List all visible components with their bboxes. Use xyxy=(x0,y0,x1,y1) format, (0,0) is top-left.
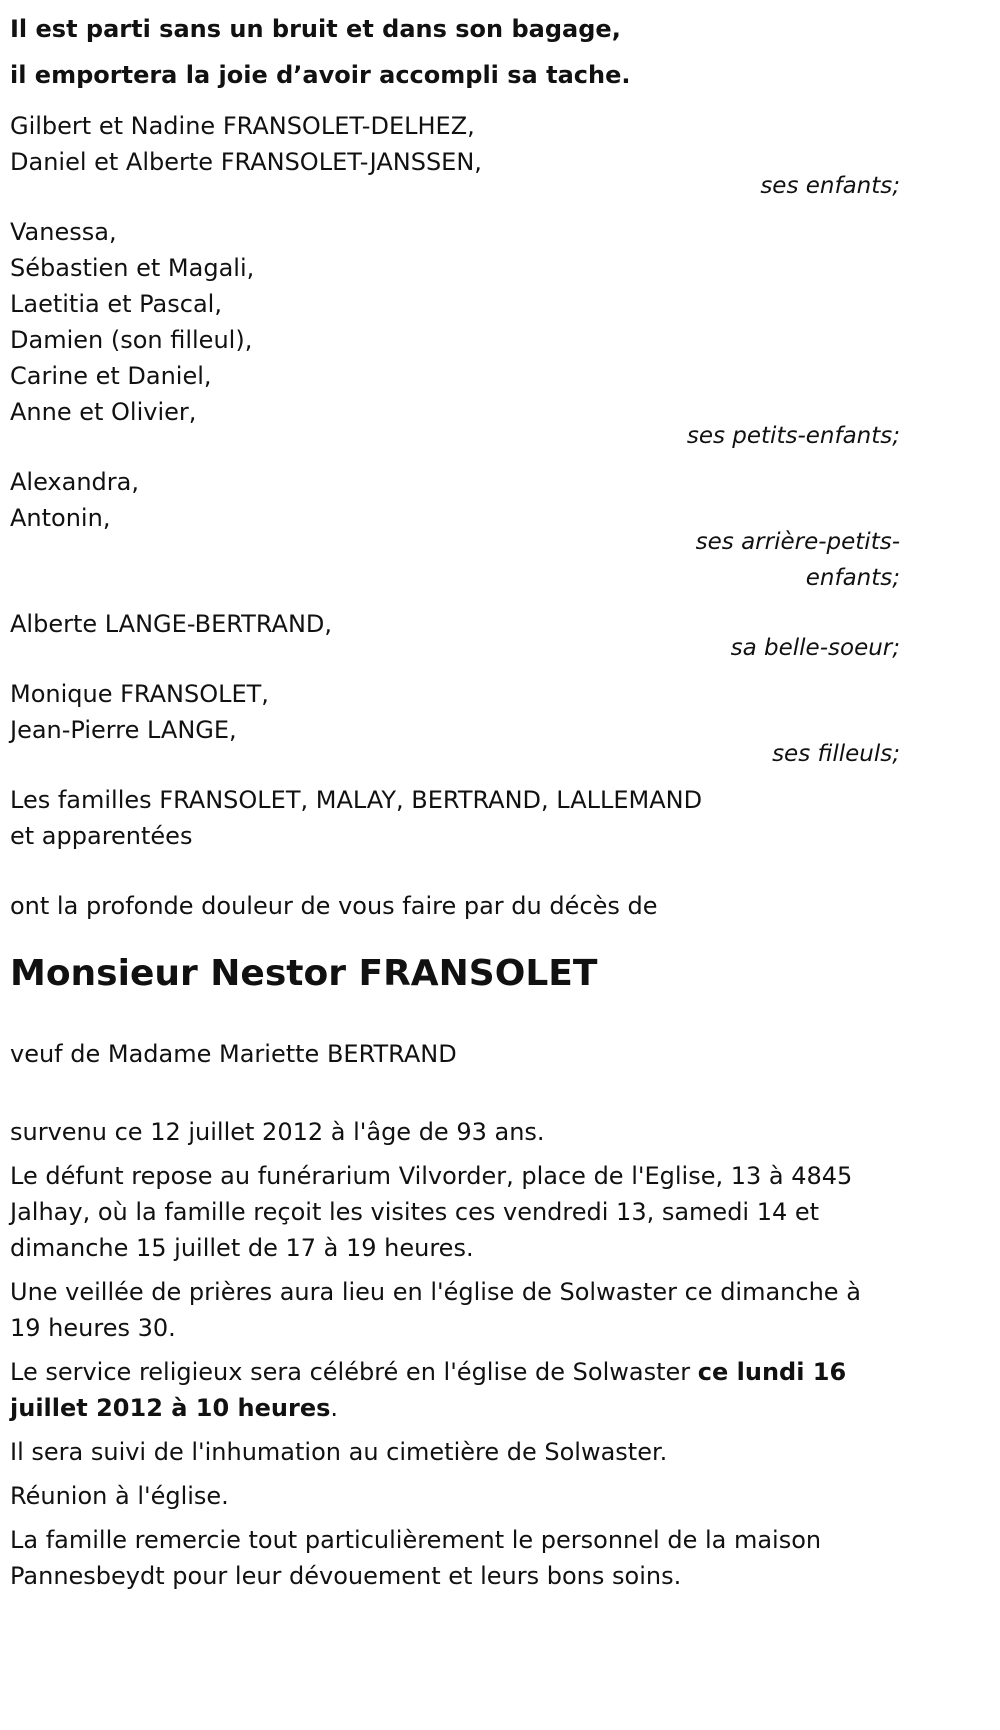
obituary-notice xyxy=(10,0,900,1602)
family-group-great-grandchildren xyxy=(10,464,900,596)
family-role: ses enfants; xyxy=(760,173,900,199)
rest-details: Le défunt repose au funérarium Vilvorder, place de l'Eglise, 13 à 4845 Jalhay, où la famille reçoit les visites ces vendredi 13, samedi 14 et dimanche 15 juillet de 17 à 19 heures. xyxy=(10,1162,853,1262)
service-prefix: Le service religieux sera célébré en l'église de Solwaster xyxy=(10,1358,698,1386)
epigraph-line: Il est parti sans un bruit et dans son bagage, xyxy=(10,15,621,43)
family-role: ses petits-enfants; xyxy=(686,423,900,449)
family-member-name: Gilbert et Nadine FRANSOLET-DELHEZ, xyxy=(10,112,475,140)
family-role: ses filleuls; xyxy=(772,741,900,767)
family-member-name: Alberte LANGE-BERTRAND, xyxy=(10,610,333,638)
deceased-name: Monsieur Nestor FRANSOLET xyxy=(10,953,598,994)
family-role: sa belle-soeur; xyxy=(730,635,900,661)
relatives xyxy=(10,782,900,854)
death-details: survenu ce 12 juillet 2012 à l'âge de 93 ans. xyxy=(10,1118,545,1146)
meeting-details: Réunion à l'église. xyxy=(10,1482,229,1510)
family-group-grandchildren xyxy=(10,214,900,454)
family-role-line: ses arrière-petits- xyxy=(695,529,900,555)
family-role-line: enfants; xyxy=(805,565,900,591)
family-role xyxy=(10,524,900,596)
widower-of: veuf de Madame Mariette BERTRAND xyxy=(10,1040,457,1068)
relatives-line: Les familles FRANSOLET, MALAY, BERTRAND, LALLEMAND xyxy=(10,786,703,814)
family-member-name: Alexandra, xyxy=(10,468,139,496)
announcement-text: ont la profonde douleur de vous faire par du décès de xyxy=(10,892,658,920)
thanks-text: La famille remercie tout particulièrement le personnel de la maison Pannesbeydt pour leur dévouement et leurs bons soins. xyxy=(10,1526,822,1590)
family-member-name: Laetitia et Pascal, xyxy=(10,290,222,318)
family-member-name: Jean-Pierre LANGE, xyxy=(10,716,237,744)
family-member-name: Antonin, xyxy=(10,504,111,532)
family-group-godchildren xyxy=(10,676,900,772)
epigraph xyxy=(10,6,900,98)
family-member-name: Sébastien et Magali, xyxy=(10,254,255,282)
family-member-name: Anne et Olivier, xyxy=(10,398,197,426)
family-member-name: Monique FRANSOLET, xyxy=(10,680,269,708)
service-date-time: ce lundi 16 juillet 2012 à 10 heures xyxy=(10,1358,847,1422)
vigil-details: Une veillée de prières aura lieu en l'église de Solwaster ce dimanche à 19 heures 30. xyxy=(10,1278,861,1342)
family-member-name: Vanessa, xyxy=(10,218,117,246)
burial-details: Il sera suivi de l'inhumation au cimetière de Solwaster. xyxy=(10,1438,668,1466)
family-group-sister-in-law xyxy=(10,606,900,666)
epigraph-line: il emportera la joie d’avoir accompli sa tache. xyxy=(10,61,631,89)
family-group-children xyxy=(10,108,900,204)
family-member-name: Carine et Daniel, xyxy=(10,362,212,390)
family-member-name: Daniel et Alberte FRANSOLET-JANSSEN, xyxy=(10,148,482,176)
relatives-line: et apparentées xyxy=(10,822,193,850)
family-member-name: Damien (son filleul), xyxy=(10,326,253,354)
service-details xyxy=(10,1354,895,1426)
service-suffix: . xyxy=(330,1394,339,1422)
